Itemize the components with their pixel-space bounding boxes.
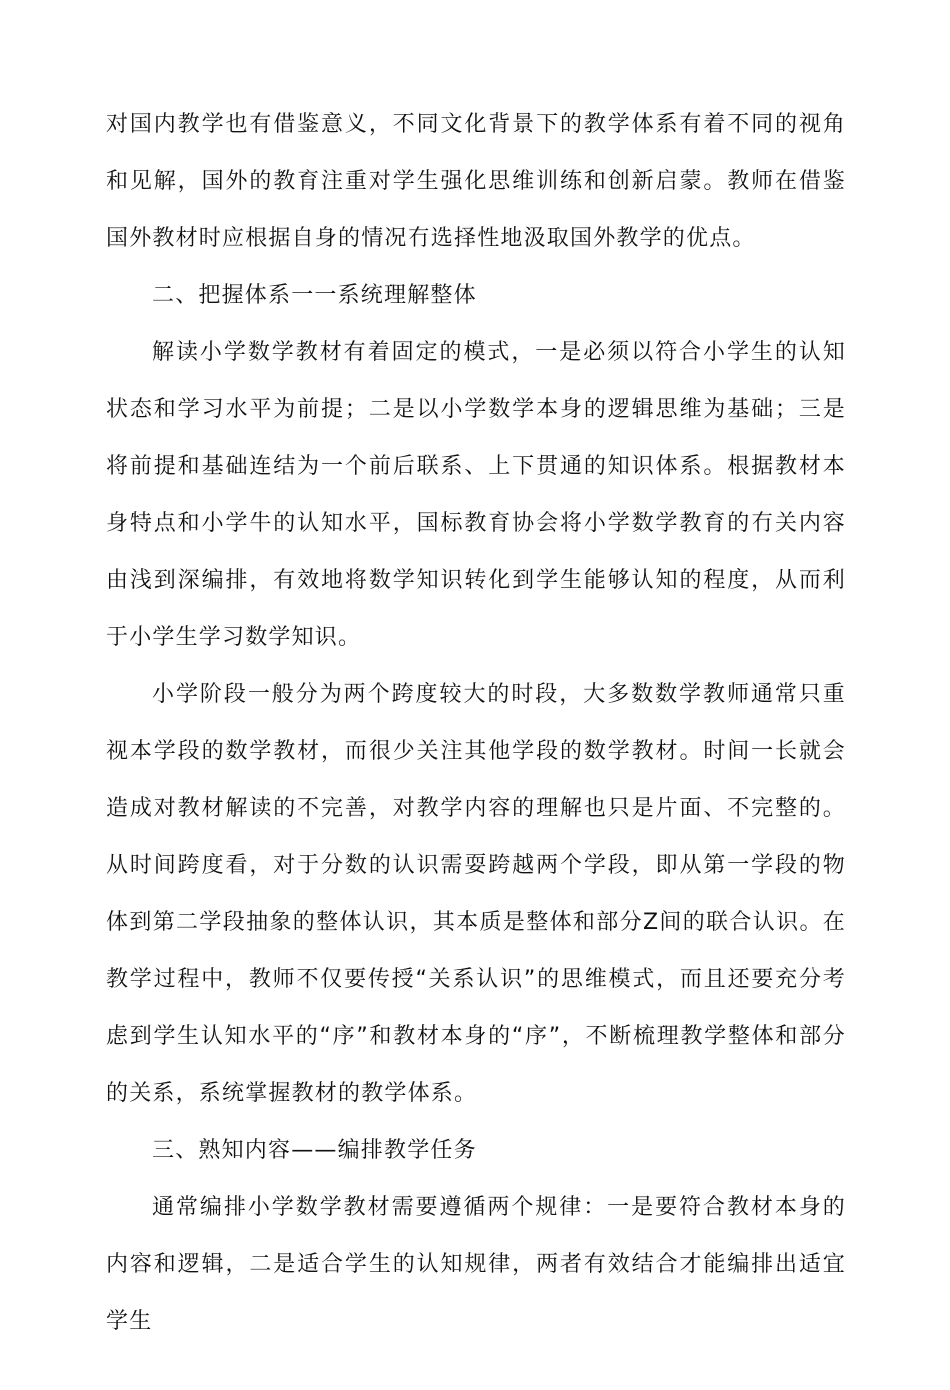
section-heading-two: 二、把握体系一一系统理解整体 <box>152 283 477 308</box>
paragraph-textbook-interpretation: 解读小学数学教材有着固定的模式，一是必须以符合小学生的认知状态和学习水平为前提；二是以小学数学本身的逻辑思维为基础；三是将前提和基础连结为一个前后联系、上下贯通的知识体系。根据教材本身特点和小学牛的认知水平，国标教育协会将小学数学教育的冇关内容由浅到深编排，有效地将数学知识转化到学生能够认知的程度，从而利于小学生学习数学知识。 <box>106 340 846 650</box>
section-heading-three: 三、熟知内容——编排教学任务 <box>152 1138 477 1163</box>
paragraph-arrangement-rules: 通常编排小学数学教材需要遵循两个规律：一是要符合教材本身的内容和逻辑，二是适合学生的认知规律，两者有效结合才能编排出适宜学生 <box>106 1195 846 1334</box>
document-page <box>106 96 846 1350</box>
paragraph-intro-continuation: 对国内教学也有借鉴意义，不同文化背景下的教学体系有着不同的视角和见解，国外的教育注重对学生强化思维训练和创新启蒙。教师在借鉴国外教材时应根据自身的情况冇选择性地汲取国外教学的优点。 <box>106 112 846 251</box>
paragraph-primary-stages: 小学阶段一般分为两个跨度较大的时段，大多数数学教师通常只重视本学段的数学教材，而很少关注其他学段的数学教材。时间一长就会造成对教材解读的不完善，对教学内容的理解也只是片面、不完整的。从时间跨度看，对于分数的认识需耍跨越两个学段，即从第一学段的物体到第二学段抽象的整体认识，其本质是整体和部分Z间的联合认识。在教学过程中，教师不仅要传授“关系认识”的思维模式，而且还要充分考虑到学生认知水平的“序”和教材本身的“序”，不断梳理教学整体和部分的关系，系统掌握教材的教学体系。 <box>106 682 846 1106</box>
